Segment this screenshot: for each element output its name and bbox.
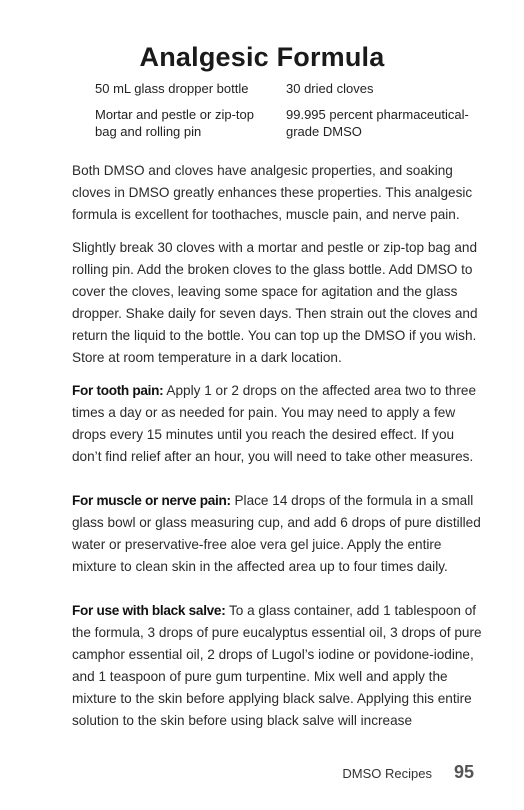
ingredient-row [95,80,475,97]
black-salve-heading: For use with black salve: [72,603,226,618]
ingredient-item: Mortar and pestle or zip-top bag and rolling pin [95,107,254,139]
tooth-pain-text: Apply 1 or 2 drops on the affected area two to three times a day or as needed for pain. You may need to apply a few drops every 15 minutes until you reach the desired effect. If you don’t find relief after an hour, you will need to take other measures. [72,383,476,464]
ingredients-list [95,80,475,149]
page-footer [0,762,524,786]
black-salve-text: To a glass container, add 1 tablespoon of the formula, 3 drops of pure eucalyptus essential oil, 3 drops of pure camphor essential oil, 2 drops of Lugol’s iodine or povidone-iodine, and 1 teaspoon of pure gum turpentine. Mix well and apply the mixture to the skin before applying black salve. Applying this entire solution to the skin before using black salve will increase [72,603,482,728]
ingredient-row [95,106,475,140]
ingredient-item: 50 mL glass dropper bottle [95,81,249,96]
ingredient-item: 99.995 percent pharmaceutical-grade DMSO [286,107,469,139]
muscle-pain-heading: For muscle or nerve pain: [72,493,231,508]
ingredient-item: 30 dried cloves [286,81,374,96]
tooth-pain-heading: For tooth pain: [72,383,164,398]
muscle-pain-paragraph [72,490,482,578]
muscle-pain-text: Place 14 drops of the formula in a small glass bowl or glass measuring cup, and add 6 drops of pure distilled water or preservative-free aloe vera gel juice. Apply the entire mixture to clean skin in the affected area up to four times daily. [72,493,481,574]
recipe-body [72,160,482,743]
tooth-pain-paragraph [72,380,482,468]
running-footer-title: DMSO Recipes [342,766,432,781]
recipe-title: Analgesic Formula [139,42,385,72]
intro-paragraph: Both DMSO and cloves have analgesic properties, and soaking cloves in DMSO greatly enhances these properties. This analgesic formula is excellent for toothaches, muscle pain, and nerve pain. [72,163,473,222]
instructions-paragraph: Slightly break 30 cloves with a mortar and pestle or zip-top bag and rolling pin. Add the broken cloves to the glass bottle. Add DMSO to cover the cloves, leaving some space for agitation and the glass dropper. Shake daily for seven days. Then strain out the cloves and return the liquid to the bottle. You can top up the DMSO if you wish. Store at room temperature in a dark location. [72,240,478,365]
page-number: 95 [453,762,474,782]
black-salve-paragraph [72,600,482,732]
